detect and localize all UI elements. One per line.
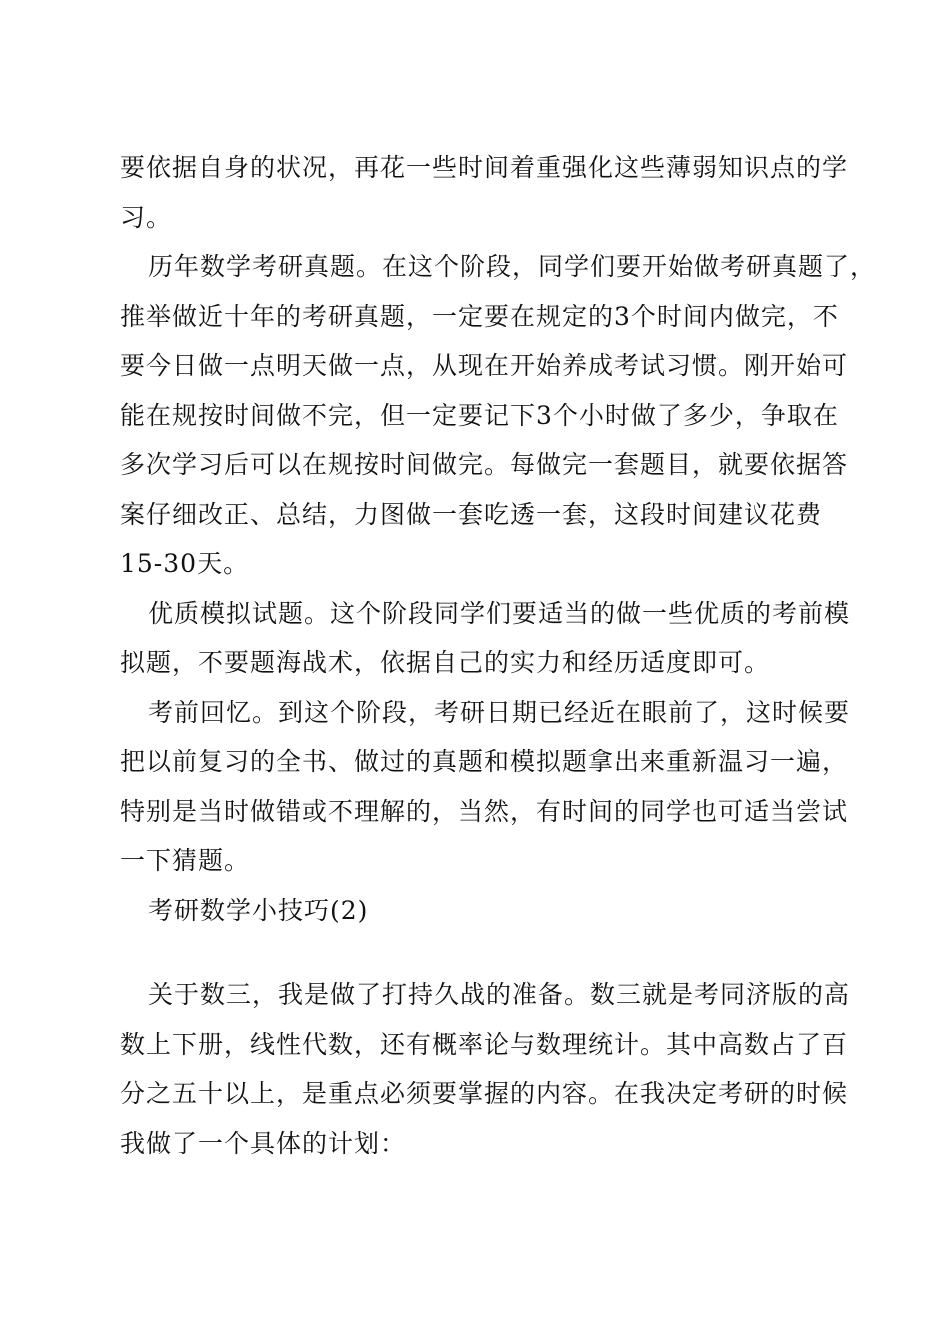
document-body-section-2 <box>120 970 851 1168</box>
text-line: 数上下册，线性代数，还有概率论与数理统计。其中高数占了百 <box>120 1029 849 1059</box>
text-line: 一下猜题。 <box>120 846 251 875</box>
document-body-section-1 <box>120 143 877 935</box>
text-line: 案仔细改正、总结，力图做一套吃透一套，这段时间建议花费 <box>120 499 823 529</box>
text-line: 要今日做一点明天做一点，从现在开始养成考试习惯。刚开始可 <box>120 351 849 380</box>
text-line: 拟题，不要题海战术，依据自己的实力和经历适度即可。 <box>120 648 771 677</box>
text-line: 关于数三，我是做了打持久战的准备。数三就是考同济版的高 <box>148 980 851 1009</box>
text-line: 要依据自身的状况，再花一些时间着重强化这些薄弱知识点的学 <box>120 153 849 182</box>
text-line: 考前回忆。到这个阶段，考研日期已经近在眼前了，这时候要 <box>148 697 851 727</box>
text-line: 优质模拟试题。这个阶段同学们要适当的做一些优质的考前模 <box>148 598 851 628</box>
text-line: 15-30天。 <box>120 549 250 578</box>
text-line: 多次学习后可以在规按时间做完。每做完一套题目，就要依据答 <box>120 450 849 479</box>
section-heading: 考研数学小技巧(2) <box>148 895 369 925</box>
text-line: 把以前复习的全书、做过的真题和模拟题拿出来重新温习一遍， <box>120 747 849 776</box>
text-line: 历年数学考研真题。在这个阶段，同学们要开始做考研真题了， <box>148 252 877 281</box>
text-line: 习。 <box>120 202 173 232</box>
text-line: 能在规按时间做不完，但一定要记下3个小时做了多少，争取在 <box>120 400 839 430</box>
text-line: 推举做近十年的考研真题，一定要在规定的3个时间内做完，不 <box>120 301 839 331</box>
text-line: 我做了一个具体的计划： <box>120 1128 407 1158</box>
text-line: 特别是当时做错或不理解的，当然，有时间的同学也可适当尝试 <box>120 796 849 826</box>
text-line: 分之五十以上，是重点必须要掌握的内容。在我决定考研的时候 <box>120 1079 849 1108</box>
